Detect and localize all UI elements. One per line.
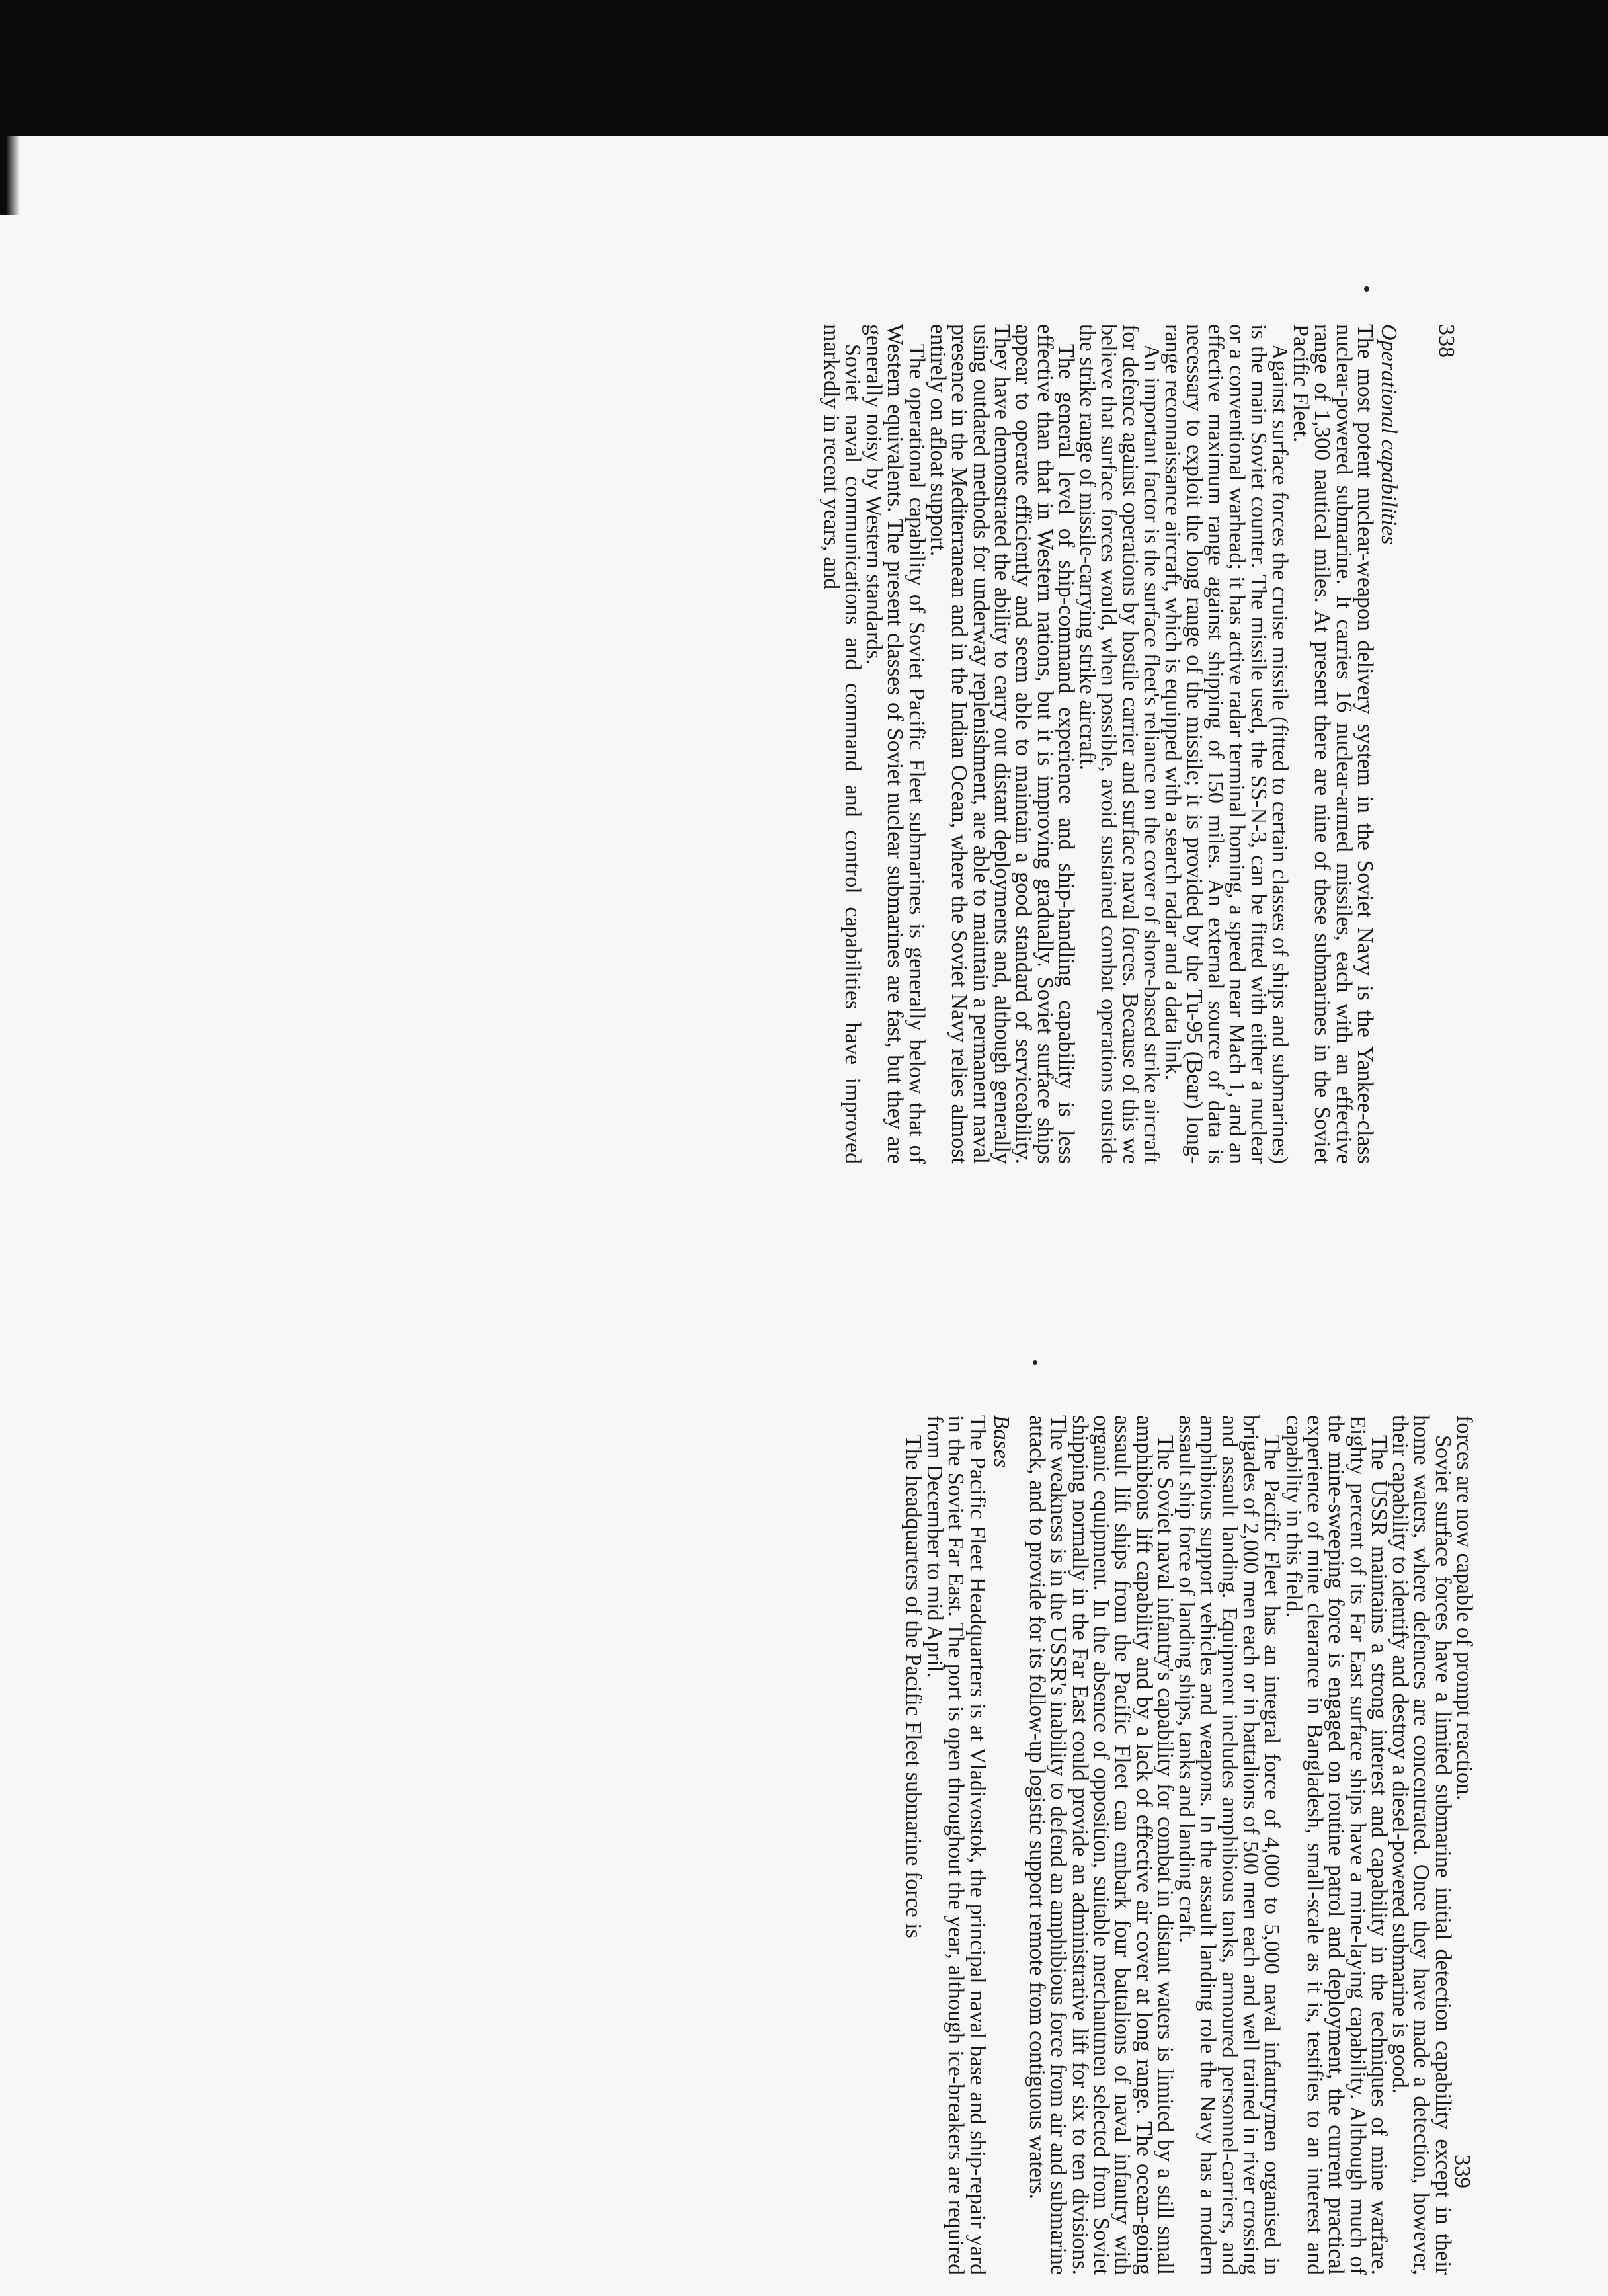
scan-border-shadow: [0, 136, 20, 215]
right-page-text: [284, 1415, 1474, 2275]
paragraph: forces are now capable of prompt reaction.: [1452, 1415, 1476, 1801]
page-number-left: 338: [1434, 324, 1459, 358]
scan-speck: [1033, 1360, 1037, 1365]
paragraph: The headquarters of the Pacific Fleet submarine force is: [901, 1435, 926, 1938]
paragraph: The most potent nuclear-weapon delivery system in the Soviet Navy is the Yankee-class nuclear-powered submarine. It carries 16 nuclear-armed missiles, each with an effective range of 1,300 nautical miles. At present there are nine of these submarines in the Soviet Pacific Fleet.: [1289, 324, 1377, 1164]
paragraph: The general level of ship-command experience and ship-handling capability is less effective than that in Western nations, but it is improving gradually. Soviet surface ships appear to operate efficiently and seem able to maintain a good standard of serviceability. They have demonstrated the ability to carry out distant deployments and, although generally using outdated methods for underway replenishment, are able to maintain a permanent naval presence in the Mediterranean and in the Indian Ocean, where the Soviet Navy relies almost entirely on afloat support.: [926, 324, 1078, 1164]
paragraph: Soviet naval communications and command and control capabilities have improved markedly in recent years, and: [819, 324, 865, 1164]
paragraph: The Pacific Fleet Headquarters is at Vladivostok, the principal naval base and ship-repair yard in the Soviet Far East. The port is open throughout the year, although ice-breakers are required from December to mid April.: [922, 1415, 990, 2275]
paragraph: An important factor is the surface fleet's reliance on the cover of shore-based strike aircraft for defence against operations by hostile carrier and surface naval forces. Because of this we believe that surface forces would, when possible, avoid sustained combat operations outside the strike range of missile-carrying strike aircraft.: [1075, 324, 1164, 1164]
page-number-right: 339: [1450, 2154, 1474, 2188]
paragraph: The USSR maintains a strong interest and capability in the techniques of mine warfare. Eighty percent of its Far East surface ships have a mine-laying capability. Although much of the mine-sweeping force is engaged on routine patrol and deployment, the current practical experience of mine clearance in Bangladesh, small-scale as it is, testifies to an interest and capability in this field.: [1281, 1415, 1391, 2275]
left-page-text: [212, 324, 1402, 1164]
paragraph: The Soviet naval infantry's capability for combat in distant waters is limited by a still small amphibious lift capability and by a lack of effective air cover at long range. The ocean-going assault lift ships from the Pacific Fleet can embark four battalions of naval infantry with organic equipment. In the absence of opposition, suitable merchantmen selected from Soviet shipping normally in the Far East could provide an administrative lift for six to ten divisions. The weakness is in the USSR's inability to defend an amphibious force from air and submarine attack, and to provide for its follow-up logistic support remote from contiguous waters.: [1025, 1415, 1178, 2275]
paragraph: The operational capability of Soviet Pacific Fleet submarines is generally below that of Western equivalents. The present classes of Soviet nuclear submarines are fast, but they are generally noisy by Western standards.: [862, 324, 929, 1164]
scan-black-border: [0, 0, 1608, 136]
paragraph: The Pacific Fleet has an integral force of 4,000 to 5,000 naval infantrymen organised in brigades of 2,000 men each or in battalions of 500 men each and well trained in river crossing and assault landing. Equipment includes amphibious tanks, armoured personnel-carriers, and amphibious support vehicles and weapons. In the assault landing role the Navy has a modern assault ship force of landing ships, tanks and landing craft.: [1174, 1415, 1285, 2275]
section-title-bases: Bases: [988, 1415, 1014, 1468]
paragraph: Against surface forces the cruise missile (fitted to certain classes of ships and submarines) is the main Soviet counter. The missile used, the SS-N-3, can be fitted with either a nuclear or a conventional warhead; it has active radar terminal homing, a speed near Mach 1, and an effective maximum range against shipping of 150 miles. An external source of data is necessary to exploit the long range of the missile; it is provided by the Tu-95 (Bear) long-range reconnaissance aircraft, which is equipped with a search radar and a data link.: [1160, 324, 1292, 1164]
scan-speck: [1364, 286, 1369, 292]
paragraph: Soviet surface forces have a limited submarine initial detection capability except in their home waters, where defences are concentrated. Once they have made a detection, however, their capability to identify and destroy a diesel-powered submarine is good.: [1388, 1415, 1455, 2275]
section-title-operational: Operational capabilities: [1377, 324, 1401, 545]
